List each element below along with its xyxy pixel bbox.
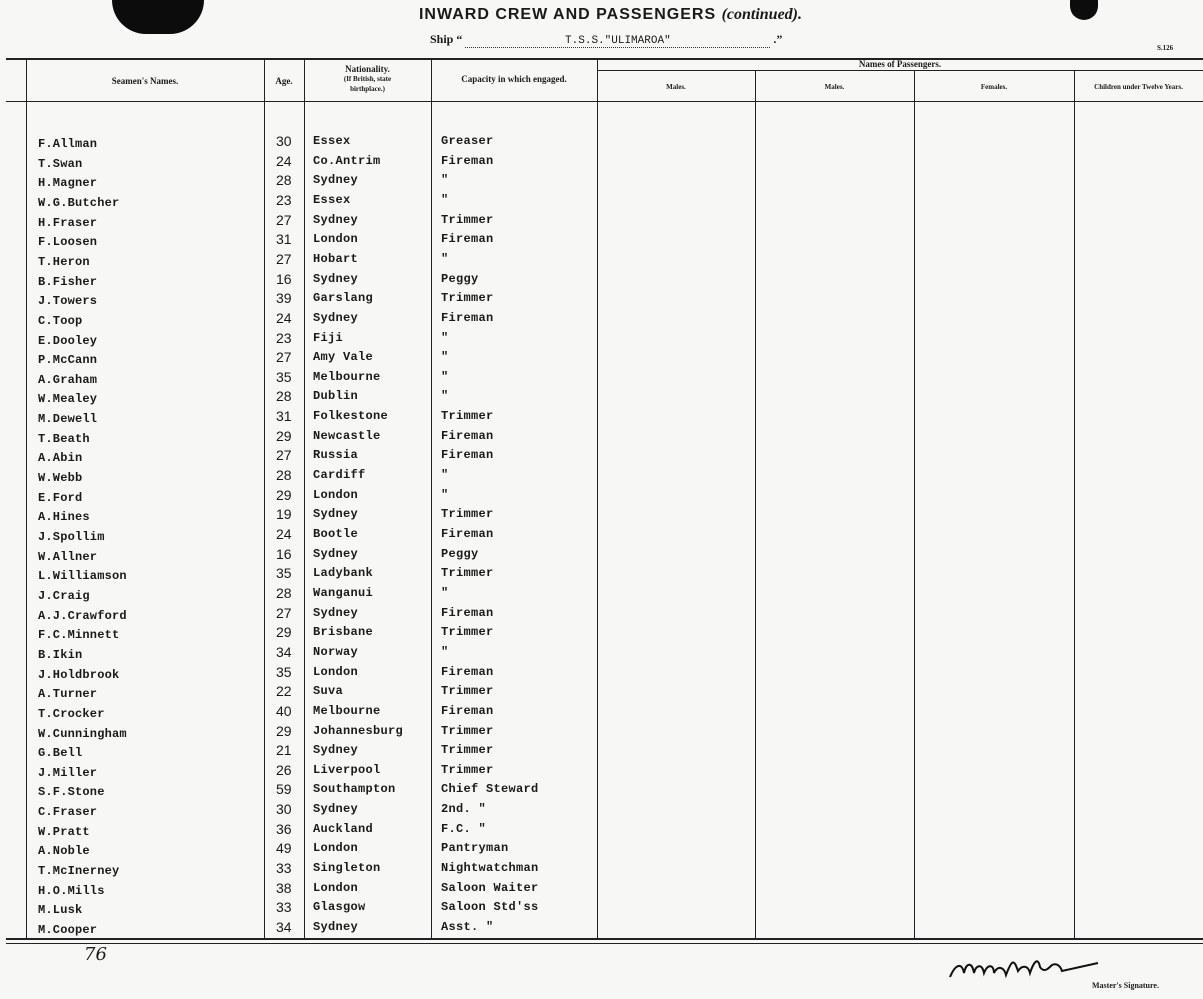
crew-capacity: " [441,173,449,187]
crew-name: F.C.Minnett [38,628,120,642]
crew-capacity: Trimmer [441,743,494,757]
crew-age: 22 [276,683,292,699]
table-bottom-rule-2 [6,943,1203,944]
crew-name: T.McInerney [38,864,120,878]
crew-age: 36 [276,821,292,837]
crew-age: 59 [276,781,292,797]
crew-nationality: Sydney [313,802,359,816]
crew-age: 27 [276,349,292,365]
table-bottom-rule [6,938,1203,940]
crew-age: 29 [276,487,292,503]
crew-name: A.Turner [38,687,98,701]
crew-name: F.Loosen [38,235,98,249]
crew-age: 34 [276,644,292,660]
crew-capacity: Trimmer [441,724,494,738]
crew-name: A.J.Crawford [38,609,127,623]
title-text: INWARD CREW AND PASSENGERS [418,6,717,23]
crew-age: 29 [276,428,292,444]
crew-name: S.F.Stone [38,785,105,799]
crew-capacity: Trimmer [441,507,494,521]
header-nationality [304,64,431,94]
crew-name: T.Swan [38,157,83,171]
crew-capacity: F.C. " [441,822,487,836]
crew-name: C.Toop [38,314,83,328]
crew-age: 30 [276,801,292,817]
crew-age: 24 [276,153,292,169]
crew-name: W.Pratt [38,825,90,839]
crew-nationality: Newcastle [313,429,381,443]
crew-name: F.Allman [38,137,98,151]
crew-name: W.Webb [38,471,83,485]
crew-nationality: Southampton [313,782,396,796]
crew-name: J.Craig [38,589,90,603]
crew-age: 35 [276,664,292,680]
header-males-1: Males. [666,83,686,91]
crew-name: H.Fraser [38,216,98,230]
crew-nationality: Johannesburg [313,724,404,738]
crew-nationality: Sydney [313,311,359,325]
title-continued: (continued). [721,6,803,23]
crew-age: 35 [276,369,292,385]
col-rule-5 [597,60,598,940]
crew-capacity: Trimmer [441,409,494,423]
col-rule-7 [914,71,915,940]
crew-name: T.Heron [38,255,90,269]
crew-age: 28 [276,467,292,483]
crew-capacity: " [441,370,449,384]
crew-age: 29 [276,624,292,640]
crew-capacity: Saloon Std'ss [441,900,539,914]
crew-nationality: London [313,841,359,855]
header-seamens-names: Seamen's Names. [111,76,179,86]
crew-capacity: Trimmer [441,566,494,580]
crew-capacity: " [441,488,449,502]
crew-capacity: Peggy [441,547,479,561]
crew-nationality: Norway [313,645,359,659]
crew-capacity: Nightwatchman [441,861,539,875]
crew-nationality: Folkestone [313,409,389,423]
crew-name: T.Beath [38,432,90,446]
crew-name: A.Hines [38,510,90,524]
crew-capacity: Fireman [441,232,494,246]
crew-name: L.Williamson [38,569,127,583]
header-nationality-line-1: Nationality. [345,64,390,74]
crew-age: 24 [276,310,292,326]
crew-capacity: Trimmer [441,291,494,305]
crew-capacity: Fireman [441,527,494,541]
header-females: Females. [980,83,1008,91]
crew-nationality: Cardiff [313,468,366,482]
crew-nationality: Melbourne [313,370,381,384]
col-rule-3 [304,60,305,940]
crew-name: M.Lusk [38,903,83,917]
crew-name: J.Spollim [38,530,105,544]
crew-capacity: Trimmer [441,213,494,227]
crew-capacity: Asst. " [441,920,494,934]
ship-suffix: .” [773,32,783,46]
crew-name: W.Allner [38,550,98,564]
crew-capacity: 2nd. " [441,802,487,816]
crew-nationality: Fiji [313,331,344,345]
header-children: Children under Twelve Years. [1094,83,1183,91]
crew-nationality: Amy Vale [313,350,374,364]
crew-name: J.Miller [38,766,98,780]
crew-capacity: Pantryman [441,841,509,855]
crew-nationality: Dublin [313,389,359,403]
col-rule-6 [755,71,756,940]
crew-age: 23 [276,192,292,208]
crew-name: A.Abin [38,451,83,465]
crew-age: 34 [276,919,292,935]
crew-capacity: " [441,252,449,266]
crew-nationality: Sydney [313,920,359,934]
crew-nationality: Sydney [313,507,359,521]
crew-name: H.Magner [38,176,98,190]
crew-nationality: Essex [313,193,351,207]
col-rule-8 [1074,71,1075,940]
crew-nationality: Liverpool [313,763,381,777]
crew-nationality: Singleton [313,861,381,875]
crew-name: C.Fraser [38,805,98,819]
crew-capacity: " [441,350,449,364]
crew-nationality: Hobart [313,252,359,266]
crew-nationality: London [313,232,359,246]
crew-age: 39 [276,290,292,306]
crew-age: 27 [276,212,292,228]
crew-name: J.Holdbrook [38,668,120,682]
crew-capacity: " [441,331,449,345]
crew-capacity: Fireman [441,665,494,679]
crew-capacity: Fireman [441,311,494,325]
crew-capacity: " [441,586,449,600]
crew-age: 26 [276,762,292,778]
crew-nationality: Sydney [313,272,359,286]
crew-name: H.O.Mills [38,884,105,898]
crew-nationality: Co.Antrim [313,154,381,168]
crew-age: 16 [276,271,292,287]
header-males-2: Males. [824,83,845,91]
crew-age: 38 [276,880,292,896]
crew-name: G.Bell [38,746,83,760]
crew-nationality: London [313,881,359,895]
crew-age: 33 [276,899,292,915]
crew-age: 23 [276,330,292,346]
crew-name: T.Crocker [38,707,105,721]
crew-capacity: " [441,645,449,659]
ship-name: T.S.S."ULIMAROA" [465,35,770,48]
crew-nationality: Essex [313,134,351,148]
page-number: 76 [84,944,107,965]
crew-nationality: Sydney [313,213,359,227]
crew-name: W.G.Butcher [38,196,120,210]
crew-age: 16 [276,546,292,562]
crew-capacity: Fireman [441,448,494,462]
crew-name: E.Ford [38,491,83,505]
passenger-group-rule [597,70,1203,71]
crew-nationality: Sydney [313,743,359,757]
crew-age: 49 [276,840,292,856]
page-title [0,6,1203,24]
crew-capacity: Greaser [441,134,494,148]
crew-name: P.McCann [38,353,98,367]
crew-name: B.Fisher [38,275,98,289]
col-rule-2 [264,60,265,940]
header-nationality-line-3: birthplace.) [350,85,385,93]
crew-nationality: Wanganui [313,586,374,600]
crew-name: W.Cunningham [38,727,127,741]
signature-label: Master's Signature. [1092,981,1159,990]
crew-capacity: Trimmer [441,625,494,639]
form-number: S.126 [1157,44,1174,52]
crew-capacity: Trimmer [441,763,494,777]
crew-age: 35 [276,565,292,581]
crew-age: 30 [276,133,292,149]
crew-name: B.Ikin [38,648,83,662]
crew-nationality: London [313,488,359,502]
crew-name: J.Towers [38,294,98,308]
crew-age: 28 [276,172,292,188]
crew-age: 31 [276,408,292,424]
crew-age: 27 [276,251,292,267]
crew-nationality: Brisbane [313,625,374,639]
crew-capacity: " [441,193,449,207]
crew-nationality: London [313,665,359,679]
crew-nationality: Auckland [313,822,374,836]
crew-capacity: Fireman [441,429,494,443]
crew-age: 40 [276,703,292,719]
crew-nationality: Sydney [313,606,359,620]
header-nationality-line-2: (If British, state [343,75,392,83]
crew-age: 24 [276,526,292,542]
crew-nationality: Sydney [313,173,359,187]
crew-capacity: Fireman [441,704,494,718]
crew-age: 28 [276,388,292,404]
header-passengers-group: Names of Passengers. [858,59,942,69]
crew-capacity: Chief Steward [441,782,539,796]
crew-name: E.Dooley [38,334,98,348]
crew-name: A.Noble [38,844,90,858]
crew-capacity: Fireman [441,606,494,620]
crew-age: 19 [276,506,292,522]
master-signature [948,953,1108,981]
col-rule-4 [431,60,432,940]
crew-name: M.Dewell [38,412,98,426]
crew-name: A.Graham [38,373,98,387]
crew-age: 27 [276,447,292,463]
crew-capacity: Trimmer [441,684,494,698]
crew-nationality: Bootle [313,527,359,541]
header-capacity: Capacity in which engaged. [461,74,567,84]
crew-capacity: " [441,468,449,482]
crew-nationality: Russia [313,448,359,462]
crew-age: 27 [276,605,292,621]
col-rule-1 [26,60,27,940]
crew-capacity: Fireman [441,154,494,168]
crew-name: W.Mealey [38,392,98,406]
ship-line [430,32,782,48]
crew-name: M.Cooper [38,923,98,937]
crew-nationality: Sydney [313,547,359,561]
crew-age: 28 [276,585,292,601]
crew-age: 33 [276,860,292,876]
crew-nationality: Melbourne [313,704,381,718]
crew-nationality: Garslang [313,291,374,305]
crew-nationality: Suva [313,684,344,698]
header-bottom-rule [6,101,1203,102]
header-age: Age. [275,76,293,86]
crew-age: 29 [276,723,292,739]
ship-prefix: Ship “ [430,32,463,46]
crew-age: 31 [276,231,292,247]
crew-capacity: " [441,389,449,403]
crew-nationality: Glasgow [313,900,366,914]
crew-capacity: Peggy [441,272,479,286]
crew-capacity: Saloon Waiter [441,881,539,895]
crew-nationality: Ladybank [313,566,374,580]
crew-age: 21 [276,742,292,758]
